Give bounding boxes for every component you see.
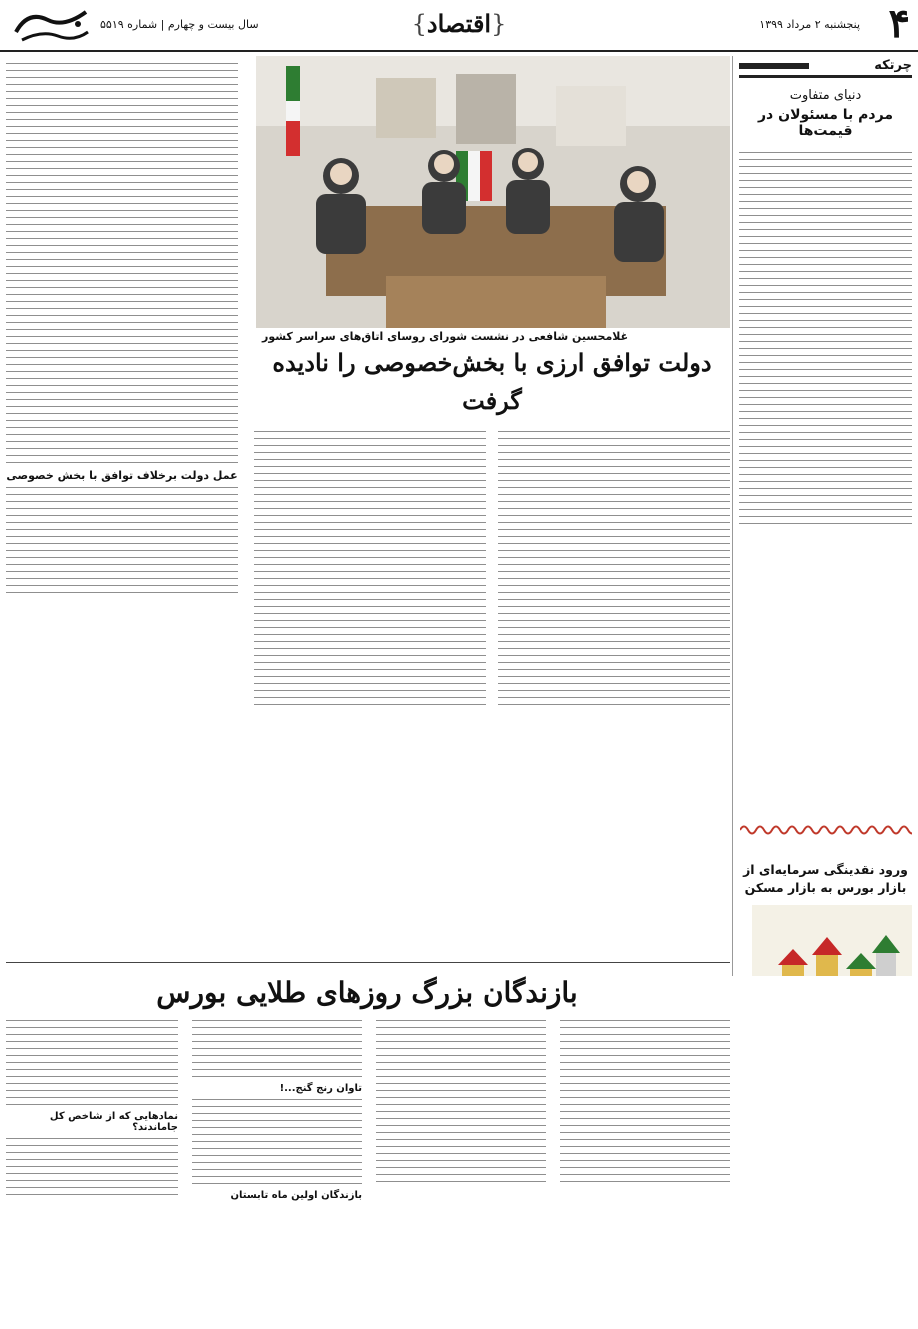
houses-coins-image [752,905,912,976]
bottom-column-4 [6,1015,178,1315]
bottom-article [6,962,730,1322]
sidebar-ad-title: ورود نقدینگی سرمایه‌ای از بازار بورس به بازار مسکن [743,862,908,895]
main-article [6,56,730,959]
wave-divider [740,823,912,837]
bottom-column-3 [192,1015,362,1315]
page-header [0,0,918,52]
photo-caption: غلامحسین شافعی در نشست شورای روسای اتاق‌های سراسر کشور [262,330,629,343]
sidebar-rule [739,63,809,69]
bottom-column-2 [376,1015,546,1315]
bottom-subhead-2: نمادهایی که از شاخص کل جاماندند؟ [49,1111,178,1133]
newspaper-logo [8,2,94,46]
page-number: ۴ [888,0,910,47]
sidebar-label: چرتکه [874,58,912,73]
sidebar-title-line2: مردم با مسئولان در قیمت‌ها [758,107,893,139]
article-column-right [498,426,730,956]
sidebar-title-line1: دنیای متفاوت [789,88,862,103]
issue-number: سال بیست و چهارم | شماره ۵۵۱۹ [100,18,259,31]
section-title: {اقتصاد} [411,9,507,38]
main-headline: دولت توافق ارزی با بخش‌خصوصی را نادیده گرفت [272,348,712,415]
sidebar-text-block [739,147,912,817]
meeting-photo [256,56,730,328]
bottom-headline: بازندگان بزرگ روزهای طلایی بورس [156,976,578,1009]
bottom-column-1 [560,1015,730,1315]
bottom-subhead-3: بازندگان اولین ماه تابستان [230,1190,362,1201]
article-column-left [6,58,238,958]
sidebar-column [732,56,912,976]
article-subhead: عمل دولت برخلاف توافق با بخش خصوصی [6,469,238,482]
bottom-subhead-1: تاوان رنج گنج...! [279,1083,362,1094]
article-column-middle [254,426,486,956]
issue-date: پنجشنبه ۲ مرداد ۱۳۹۹ [759,18,860,31]
sidebar-header [739,56,912,78]
